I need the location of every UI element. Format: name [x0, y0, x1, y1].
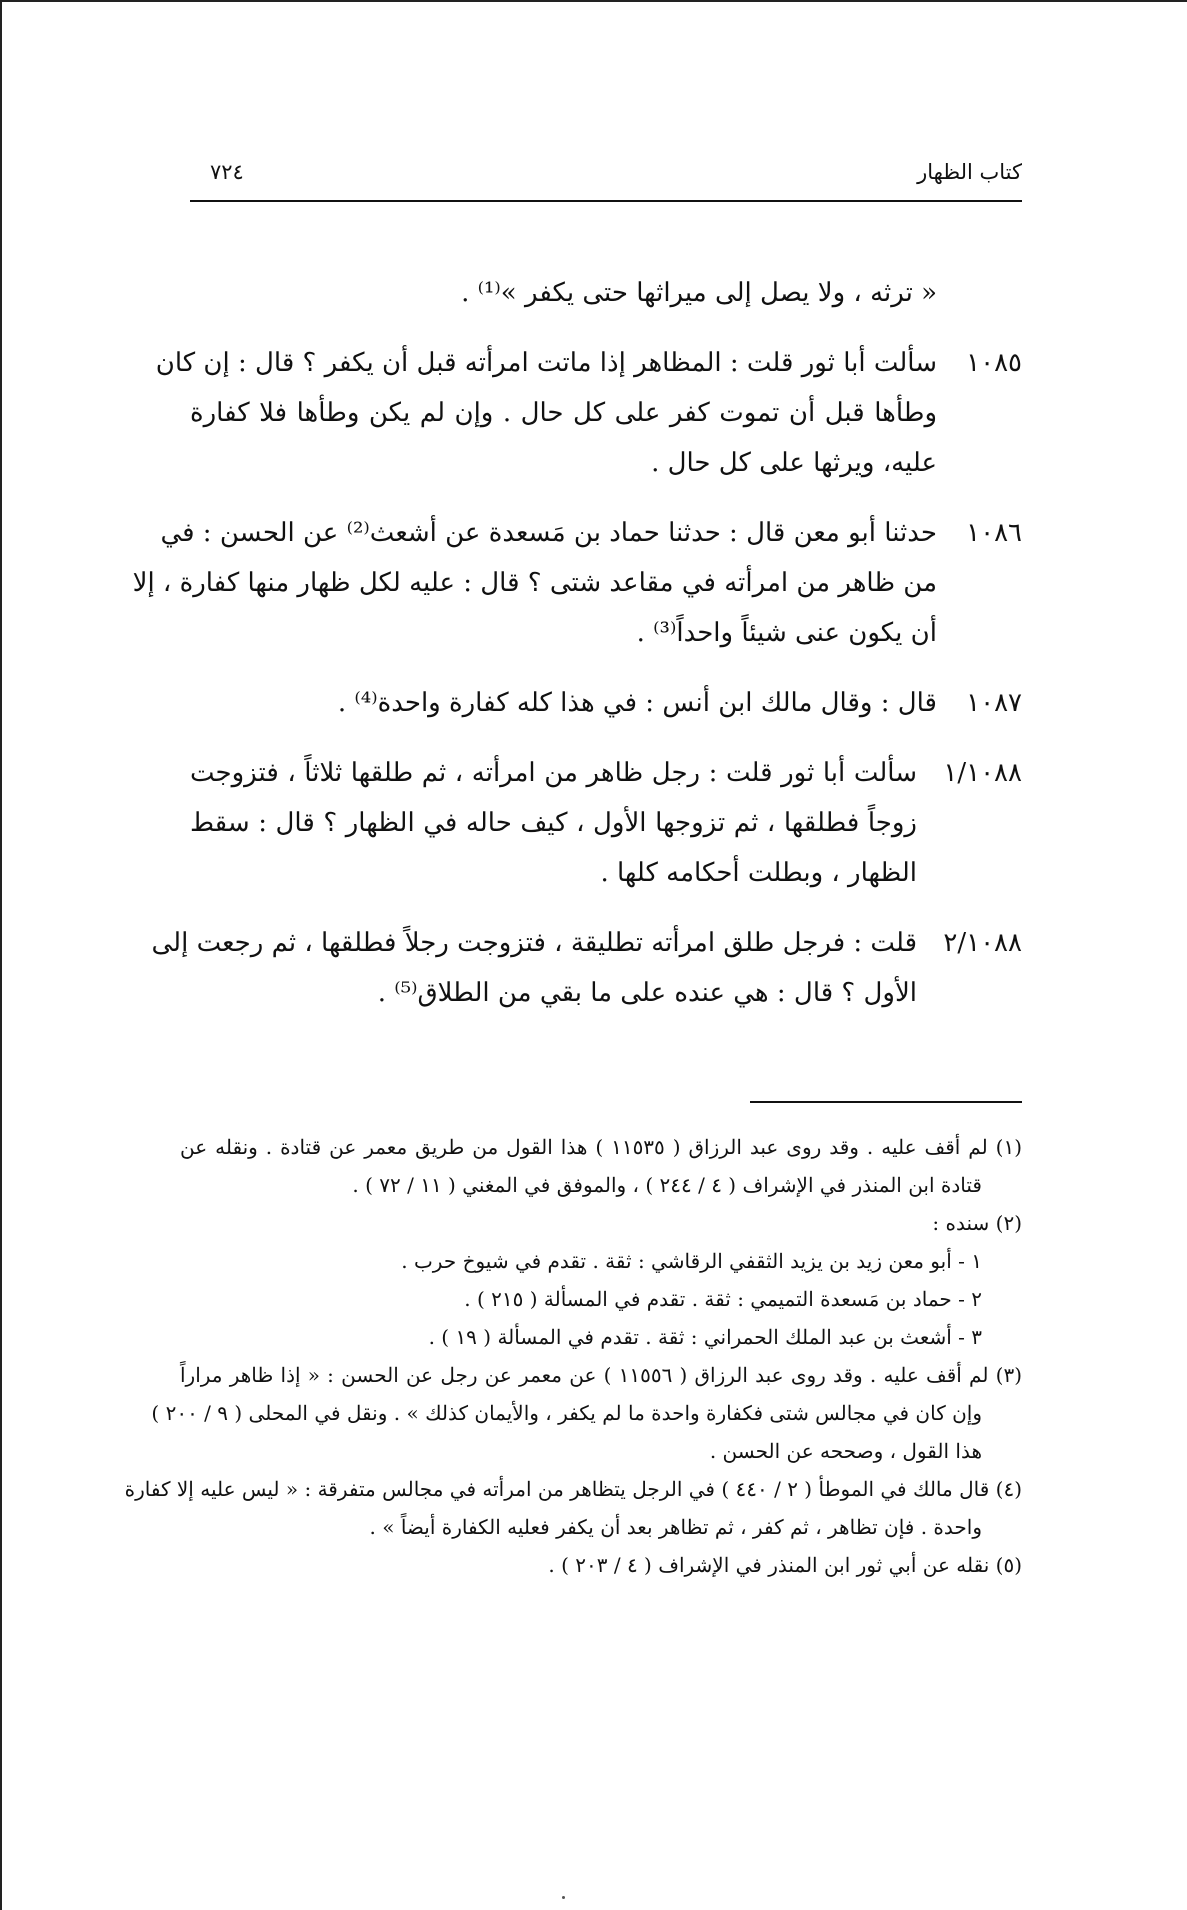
entry-line: زوجاً فطلقها ، ثم تزوجها الأول ، كيف حاله في الظهار ؟ قال : سقط [190, 808, 917, 838]
entry-line: قال : وقال مالك ابن أنس : في هذا كله كفارة واحدة⁽⁴⁾ . [337, 688, 937, 718]
entry-1088-2 [151, 918, 1022, 1018]
footnote-line: واحدة . فإن تظاهر ، ثم كفر ، ثم تظاهر بعد أن يكفر فعليه الكفارة أيضاً » . [369, 1515, 982, 1539]
footnote-separator [750, 1101, 1022, 1103]
footnote-line: (٢) سنده : [932, 1211, 1022, 1235]
entry-1085 [155, 338, 1022, 488]
footnote-line: وإن كان في مجالس شتى فكفارة واحدة ما لم يكفر ، والأيمان كذلك » . ونقل في المحلى ( ٩ / ٢٠٠ ) [151, 1401, 982, 1425]
footnote-3 [151, 1356, 1022, 1470]
continuation-line: « ترثه ، ولا يصل إلى ميراثها حتى يكفر »⁽¹⁾ . [461, 278, 937, 308]
footnote-line: (٥) نقله عن أبي ثور ابن المنذر في الإشراف ( ٤ / ٢٠٣ ) . [548, 1553, 1022, 1577]
entry-number: ٢/١٠٨٨ [943, 928, 1022, 958]
entry-1086 [132, 508, 1022, 658]
running-title: كتاب الظهار [917, 160, 1022, 184]
entry-line: من ظاهر من امرأته في مقاعد شتى ؟ قال : عليه لكل ظهار منها كفارة ، إلا [132, 568, 937, 598]
footnote-line: هذا القول ، وصححه عن الحسن . [709, 1439, 982, 1463]
footnote-5 [180, 1546, 1022, 1584]
entry-line: الظهار ، وبطلت أحكامه كلها . [600, 858, 917, 888]
page-number: ٧٢٤ [210, 160, 244, 184]
entry-number: ١٠٨٥ [966, 348, 1022, 378]
header-rule [190, 200, 1022, 202]
footnotes [124, 1128, 1022, 1584]
entry-line: حدثنا أبو معن قال : حدثنا حماد بن مَسعدة عن أشعث⁽²⁾ عن الحسن : في [160, 518, 937, 548]
page-header [190, 160, 1022, 196]
footnote-chain-item: ٣ - أشعث بن عبد الملك الحمراني : ثقة . تقدم في المسألة ( ١٩ ) . [428, 1325, 982, 1349]
footnote-line: (٣) لم أقف عليه . وقد روى عبد الرزاق ( ١١٥٥٦ ) عن معمر عن رجل عن الحسن : « إذا ظاهر مراراً [180, 1363, 1022, 1387]
footnote-1 [180, 1128, 1022, 1204]
entry-line: وطأها قبل أن تموت كفر على كل حال . وإن لم يكن وطأها فلا كفارة [190, 398, 937, 428]
entry-number: ١/١٠٨٨ [943, 758, 1022, 788]
entry-line: سألت أبا ثور قلت : رجل ظاهر من امرأته ، ثم طلقها ثلاثاً ، فتزوجت [190, 758, 917, 788]
entry-line: سألت أبا ثور قلت : المظاهر إذا ماتت امرأته قبل أن يكفر ؟ قال : إن كان [155, 348, 937, 378]
footnote-chain-item: ٢ - حماد بن مَسعدة التميمي : ثقة . تقدم في المسألة ( ٢١٥ ) . [464, 1287, 982, 1311]
footnote-line: (١) لم أقف عليه . وقد روى عبد الرزاق ( ١١٥٣٥ ) هذا القول من طريق معمر عن قتادة . ونقله عن [180, 1135, 1022, 1159]
entry-line: عليه، ويرثها على كل حال . [651, 448, 937, 478]
footnote-2 [180, 1204, 1022, 1356]
scan-edge-top [0, 0, 1187, 2]
main-text [132, 268, 1022, 1018]
entry-number: ١٠٨٦ [966, 518, 1022, 548]
entry-line: قلت : فرجل طلق امرأته تطليقة ، فتزوجت رجلاً فطلقها ، ثم رجعت إلى [151, 928, 917, 958]
scan-edge-left [0, 0, 2, 1910]
entry-line: أن يكون عنى شيئاً واحداً⁽³⁾ . [636, 618, 937, 648]
footnote-chain-item: ١ - أبو معن زيد بن يزيد الثقفي الرقاشي : ثقة . تقدم في شيوخ حرب . [401, 1249, 982, 1273]
entry-number: ١٠٨٧ [966, 688, 1022, 718]
footnote-4 [124, 1470, 1022, 1546]
entry-1087 [190, 678, 1022, 728]
entry-line: الأول ؟ قال : هي عنده على ما بقي من الطلاق⁽⁵⁾ . [377, 978, 917, 1008]
footnote-line: قتادة ابن المنذر في الإشراف ( ٤ / ٢٤٤ ) ، والموفق في المغني ( ١١ / ٧٢ ) . [352, 1173, 982, 1197]
footnote-line: (٤) قال مالك في الموطأ ( ٢ / ٤٤٠ ) في الرجل يتظاهر من امرأته في مجالس متفرقة : « ليس عليه إلا كفارة [124, 1477, 1022, 1501]
entry-1088-1 [190, 748, 1022, 898]
scan-speck [562, 1896, 565, 1899]
